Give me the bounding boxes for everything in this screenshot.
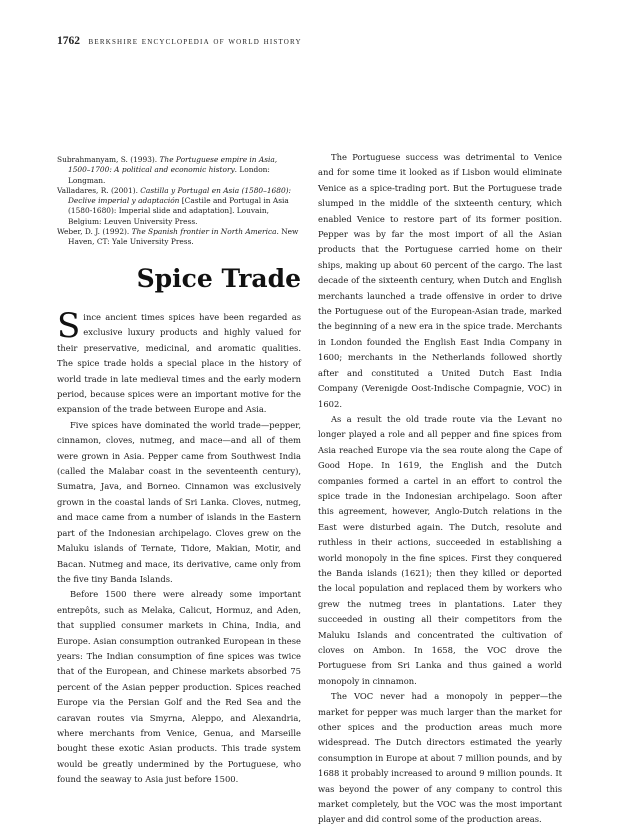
article-column-right: [318, 150, 562, 828]
reference-item: Weber, D. J. (1992). The Spanish frontier in North America. New Haven, CT: Yale University Press.: [57, 227, 299, 247]
references-list: [57, 155, 301, 248]
article-column-left: [57, 306, 301, 788]
paragraph: The VOC never had a monopoly in pepper—the market for pepper was much larger than the market for other spices and the production areas much more widespread. The Dutch directors estimated the yearly consumption in Europe at about 7 million pounds, and by 1688 it probably increased to around 9 million pounds. It was beyond the power of any company to control this market completely, but the VOC was the most important player and did control some of the production areas.: [318, 691, 562, 825]
paragraph: The Portuguese success was detrimental to Venice and for some time it looked as if Lisbon would eliminate Venice as a spice-trading port. But the Portuguese trade slumped in the middle of the sixteenth century, which enabled Venice to restore part of its former position. Pepper was by far the most import of all the Asian products that the Portuguese carried home on their ships, making up about 60 percent of the cargo. The last decade of the sixteenth century, when Dutch and English merchants launched a trade offensive in order to drive the Portuguese out of the European-Asian trade, marked the beginning of a new era in the spice trade. Merchants in London founded the English East India Company in 1600; merchants in the Netherlands followed shortly after and constituted a United Dutch East India Company (Verenigde Oost-Indische Compagnie, VOC) in 1602.: [318, 152, 562, 409]
paragraph: As a result the old trade route via the Levant no longer played a role and all pepper and fine spices from Asia reached Europe via the sea route along the Cape of Good Hope. In 1619, the English and the Dutch companies formed a cartel in an effort to control the spice trade in the Indonesian archipelago. Soon after this agreement, however, Anglo-Dutch relations in the East were disturbed again. The Dutch, resolute and ruthless in their actions, succeeded in establishing a world monopoly in the fine spices. First they conquered the Banda islands (1621); then they killed or deported the local population and replaced them by workers who grew the nutmeg trees in plantations. Later they succeeded in ousting all their competitors from the Maluku Islands and concentrated the cultivation of cloves on Ambon. In 1658, the VOC drove the Portuguese from Sri Lanka and thus gained a world monopoly in cinnamon.: [318, 413, 562, 686]
page-number: 1762: [57, 35, 80, 47]
reference-item: Subrahmanyam, S. (1993). The Portuguese empire in Asia, 1500–1700: A political and economic history. London: Longman.: [57, 155, 278, 185]
running-header: [57, 34, 577, 48]
paragraph: Before 1500 there were already some important entrepôts, such as Melaka, Calicut, Hormuz, and Aden, that supplied consumer markets in China, India, and Europe. Asian consumption outranked European in these years: The Indian consumption of fine spices was twice that of the European, and Chinese markets absorbed 75 percent of the Asian pepper production. Spices reached Europe via the Persian Golf and the Red Sea and the caravan routes via Smyrna, Aleppo, and Alexandria, where merchants from Venice, Genua, and Marseille bought these exotic Asian products. This trade system would be greatly undermined by the Portuguese, who found the seaway to Asia just before 1500.: [57, 589, 301, 785]
drop-cap: S: [57, 306, 81, 346]
article-title: Spice Trade: [136, 264, 301, 293]
running-head-title: berkshire encyclopedia of world history: [88, 37, 302, 47]
reference-item: Valladares, R. (2001). Castilla y Portugal en Asia (1580–1680): Declive imperial y adaptación [Castile and Portugal in Asia (1580-1680): Imperial slide and adaptation]. Louvain, Belgium: Leuven University Press.: [57, 185, 292, 226]
paragraph: Five spices have dominated the world trade—pepper, cinnamon, cloves, nutmeg, and mace—and all of them were grown in Asia. Pepper came from Southwest India (called the Malabar coast in the seventeenth century), Sumatra, Java, and Borneo. Cinnamon was exclusively grown in the coastal lands of Sri Lanka. Cloves, nutmeg, and mace came from a number of islands in the Eastern part of the Indonesian archipelago. Cloves grew on the Maluku islands of Ternate, Tidore, Makian, Motir, and Bacan. Nutmeg and mace, its derivative, came only from the five tiny Banda Islands.: [57, 419, 301, 584]
paragraph: Since ancient times spices have been regarded as exclusive luxury products and highly valued for their preservative, medicinal, and aromatic qualities. The spice trade holds a special place in the history of world trade in late medieval times and the early modern period, because spices were an important motive for the expansion of the trade between Europe and Asia.: [57, 306, 301, 415]
